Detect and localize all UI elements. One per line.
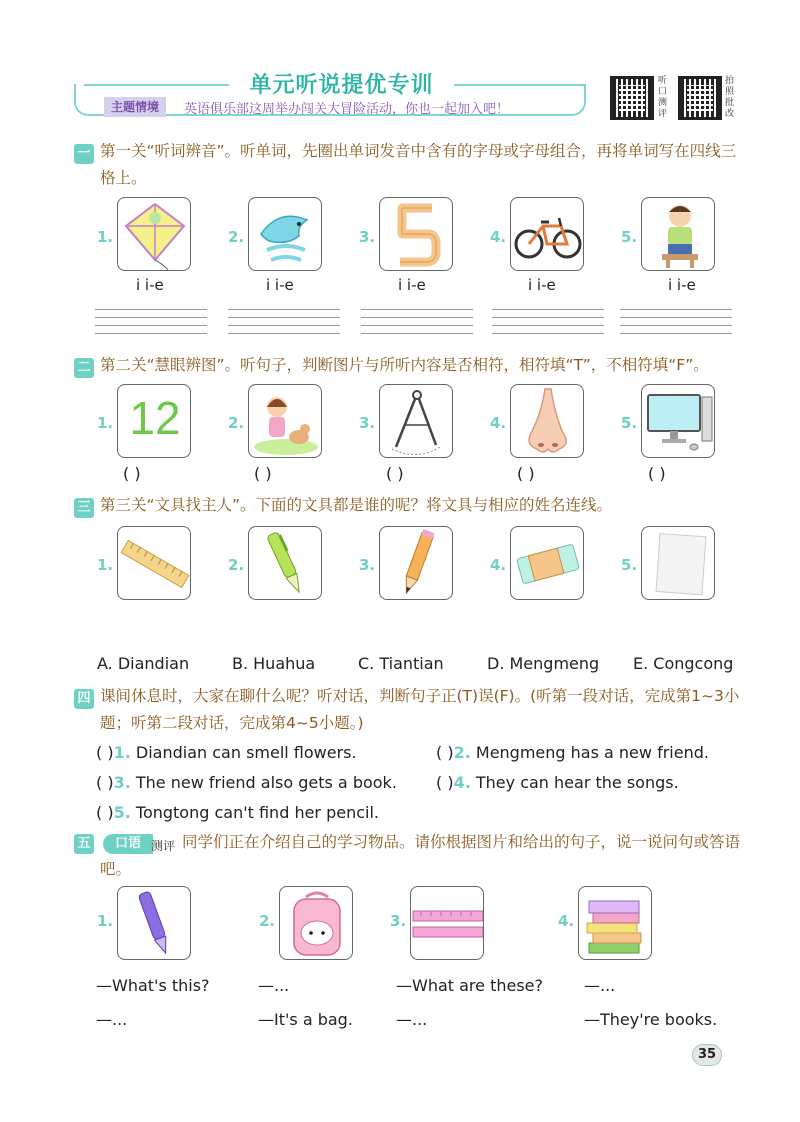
s1-item4-number: 4. [490, 228, 507, 246]
s1-item5-number: 5. [621, 228, 638, 246]
s4-item1-text: Diandian can smell flowers. [135, 743, 357, 762]
qr-code-icon[interactable] [678, 76, 722, 120]
s5-item4-question[interactable]: —... [584, 976, 616, 995]
s1-item3-options[interactable]: i i-e [398, 276, 426, 294]
s5-item2-number: 2. [259, 912, 276, 930]
s2-item2-answer[interactable]: ( ) [254, 464, 272, 483]
s1-item2-number: 2. [228, 228, 245, 246]
section1-instruction: 第一关“听词辨音”。听单词，先圈出单词发音中含有的字母或字母组合，再将单词写在四线三格上。 [100, 142, 737, 187]
s4-item2-answer[interactable]: ( ) [436, 743, 454, 762]
four-line-grid[interactable] [228, 309, 340, 335]
s5-item4-number: 4. [558, 912, 575, 930]
nose-picture [510, 384, 584, 458]
name-option-d[interactable]: D. Mengmeng [487, 654, 600, 673]
oral-tag-label: 口语 [103, 834, 153, 854]
number-five-picture [379, 197, 453, 271]
s3-item1-number: 1. [97, 556, 114, 574]
s5-item1-answer[interactable]: —... [96, 1010, 128, 1029]
kite-picture [117, 197, 191, 271]
schoolbag-picture [279, 886, 353, 960]
s4-item2-number: 2. [453, 743, 471, 762]
s2-item1-answer[interactable]: ( ) [123, 464, 141, 483]
s3-item2-number: 2. [228, 556, 245, 574]
four-line-grid[interactable] [361, 309, 473, 335]
s2-item4-answer[interactable]: ( ) [517, 464, 535, 483]
four-line-grid[interactable] [95, 309, 207, 335]
s5-item3-answer[interactable]: —... [396, 1010, 428, 1029]
eraser-picture[interactable] [510, 526, 584, 600]
girl-with-dog-picture [248, 384, 322, 458]
section5-number: 五 [74, 834, 94, 854]
section4-instruction: 课间休息时，大家在聊什么呢？听对话，判断句子正(T)误(F)。(听第一段对话，完成第1~3小题；听第二段对话，完成第4~5小题。) [100, 687, 740, 732]
qr1-label: 听口测评 [658, 76, 668, 119]
s4-item3-number: 3. [113, 773, 131, 792]
s4-item3 [96, 773, 397, 792]
number-twelve-picture [117, 384, 191, 458]
section2-number: 二 [74, 358, 94, 378]
unit-header [74, 68, 586, 128]
qr2-label: 拍照批改 [725, 76, 735, 119]
books-picture [578, 886, 652, 960]
s5-item1-question: —What's this? [96, 976, 210, 995]
ruler-picture[interactable] [117, 526, 191, 600]
s4-item3-text: The new friend also gets a book. [135, 773, 397, 792]
s5-item4-answer: —They're books. [584, 1010, 718, 1029]
dolphin-picture [248, 197, 322, 271]
s5-item3-question: —What are these? [396, 976, 544, 995]
page-title: 单元听说提优专训 [249, 73, 434, 98]
s5-item2-answer: —It's a bag. [258, 1010, 353, 1029]
four-line-grid[interactable] [492, 309, 604, 335]
s3-item3-number: 3. [359, 556, 376, 574]
s3-item4-number: 4. [490, 556, 507, 574]
section3-instruction: 第三关“文具找主人”。下面的文具都是谁的呢？将文具与相应的姓名连线。 [100, 496, 613, 514]
section5-instruction: 同学们正在介绍自己的学习物品。请你根据图片和给出的句子，说一说问句或答语吧。 [100, 833, 741, 878]
s2-item2-number: 2. [228, 414, 245, 432]
s3-item5-number: 5. [621, 556, 638, 574]
oral-tag-suffix: 测评 [151, 839, 176, 853]
boy-sitting-picture [641, 197, 715, 271]
s4-item4 [436, 773, 679, 792]
computer-picture [641, 384, 715, 458]
s2-item3-answer[interactable]: ( ) [386, 464, 404, 483]
s4-item1-answer[interactable]: ( ) [96, 743, 114, 762]
s5-item2-question[interactable]: —... [258, 976, 290, 995]
s4-item3-answer[interactable]: ( ) [96, 773, 114, 792]
s4-item5-number: 5. [113, 803, 131, 822]
rulers-picture [410, 886, 484, 960]
s2-item4-number: 4. [490, 414, 507, 432]
pencil-picture[interactable] [379, 526, 453, 600]
s4-item4-answer[interactable]: ( ) [436, 773, 454, 792]
four-line-grid[interactable] [620, 309, 732, 335]
theme-tag: 主题情境 [104, 97, 166, 117]
compass-picture [379, 384, 453, 458]
name-option-c[interactable]: C. Tiantian [358, 654, 444, 673]
purple-pen-picture [117, 886, 191, 960]
s4-item5-text: Tongtong can't find her pencil. [135, 803, 379, 822]
name-option-a[interactable]: A. Diandian [97, 654, 190, 673]
s1-item1-options[interactable]: i i-e [136, 276, 164, 294]
paper-picture[interactable] [641, 526, 715, 600]
s4-item5 [96, 803, 379, 822]
s4-item5-answer[interactable]: ( ) [96, 803, 114, 822]
s1-item2-options[interactable]: i i-e [266, 276, 294, 294]
s2-item3-number: 3. [359, 414, 376, 432]
s2-item1-number: 1. [97, 414, 114, 432]
s1-item5-options[interactable]: i i-e [668, 276, 696, 294]
twelve-digits: 12 [129, 392, 181, 444]
section2-instruction: 第二关“慧眼辨图”。听句子，判断图片与所听内容是否相符，相符填“T”，不相符填“F”。 [100, 356, 709, 374]
section1-number: 一 [74, 144, 94, 164]
s4-item2-text: Mengmeng has a new friend. [475, 743, 709, 762]
theme-text: 英语俱乐部这周举办闯关大冒险活动，你也一起加入吧！ [184, 102, 510, 117]
s5-item3-number: 3. [390, 912, 407, 930]
s4-item4-text: They can hear the songs. [475, 773, 679, 792]
s4-item4-number: 4. [453, 773, 471, 792]
s1-item1-number: 1. [97, 228, 114, 246]
page-number: 35 [692, 1044, 722, 1066]
pen-picture[interactable] [248, 526, 322, 600]
s4-item1 [96, 743, 357, 762]
s4-item2 [436, 743, 709, 762]
s2-item5-number: 5. [621, 414, 638, 432]
s2-item5-answer[interactable]: ( ) [648, 464, 666, 483]
name-option-e[interactable]: E. Congcong [633, 654, 734, 673]
bike-picture [510, 197, 584, 271]
s5-item1-number: 1. [97, 912, 114, 930]
section3-number: 三 [74, 498, 94, 518]
s1-item3-number: 3. [359, 228, 376, 246]
name-option-b[interactable]: B. Huahua [232, 654, 316, 673]
s1-item4-options[interactable]: i i-e [528, 276, 556, 294]
qr-code-icon[interactable] [610, 76, 654, 120]
s4-item1-number: 1. [113, 743, 131, 762]
section4-number: 四 [74, 689, 94, 709]
